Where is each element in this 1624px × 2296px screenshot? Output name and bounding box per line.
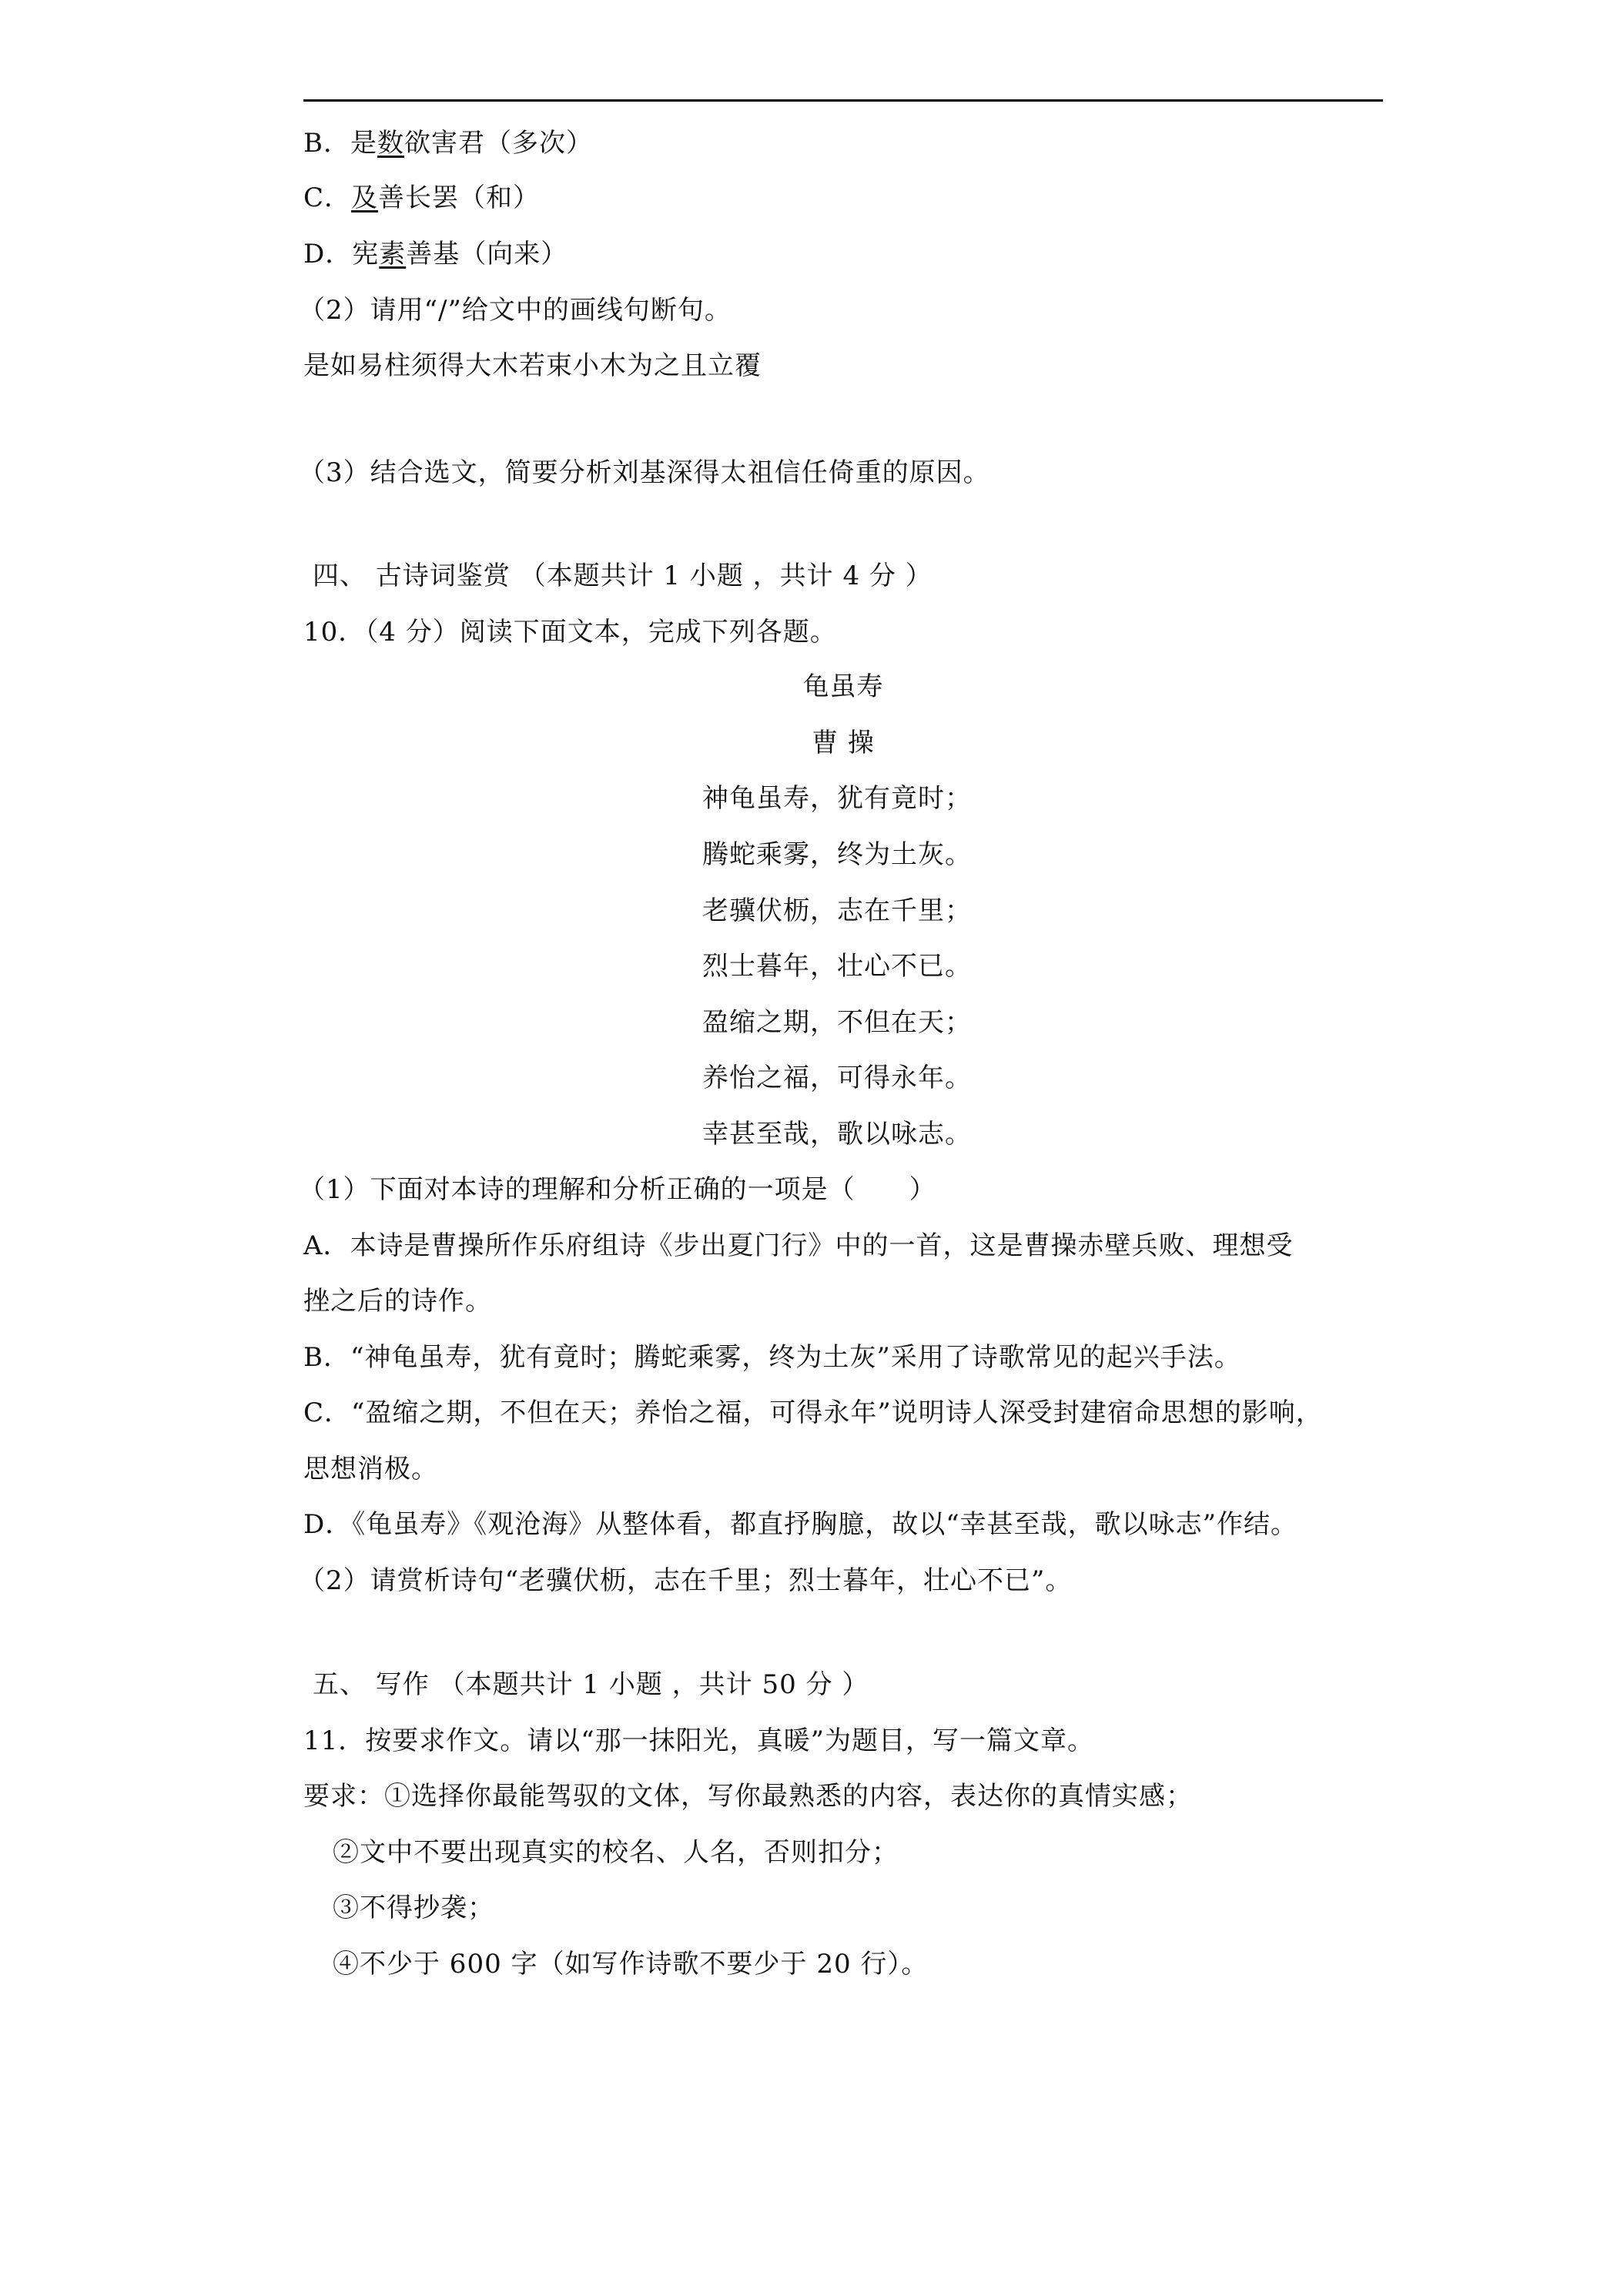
q10-1-prompt: （1）下面对本诗的理解和分析正确的一项是（ ） [299, 1174, 936, 1205]
q9-2-sentence: 是如易柱须得大木若束小木为之且立覆 [303, 350, 762, 381]
option-a-line2: 挫之后的诗作。 [303, 1286, 492, 1317]
poem-author: 曹 操 [812, 728, 875, 758]
q10-2-prompt: （2）请赏析诗句“老骥伏枥，志在千里；烈士暮年，壮心不已”。 [299, 1565, 1073, 1596]
poem-line: 盈缩之期，不但在天； [702, 1007, 972, 1038]
poem-line: 烈士暮年，壮心不已。 [702, 951, 972, 982]
q11-prompt: 11．按要求作文。请以“那一抹阳光，真暖”为题目，写一篇文章。 [303, 1725, 1095, 1756]
choice-d: D．宪素善基（向来） [303, 239, 568, 269]
q11-requirement: ②文中不要出现真实的校名、人名，否则扣分； [333, 1837, 899, 1868]
poem-line: 腾蛇乘雾，终为土灰。 [702, 839, 972, 870]
option-c-line2: 思想消极。 [303, 1454, 438, 1484]
underlined-word: 及 [351, 182, 379, 213]
poem-line: 养怡之福，可得永年。 [702, 1063, 972, 1093]
section-4-header: 四、 古诗词鉴赏 （本题共计 1 小题 ，共计 4 分 ） [313, 561, 933, 591]
q11-requirement: ④不少于 600 字（如写作诗歌不要少于 20 行）。 [333, 1949, 929, 1980]
poem-title: 龟虽寿 [802, 671, 884, 702]
q9-2-prompt: （2）请用“/”给文中的画线句断句。 [299, 295, 732, 326]
choice-c: C．及善长罢（和） [303, 182, 541, 213]
underlined-word: 数 [377, 128, 404, 159]
poem-line: 老骥伏枥，志在千里； [702, 895, 972, 926]
header-rule [303, 99, 1383, 102]
option-d: D．《龟虽寿》《观沧海》从整体看，都直抒胸臆，故以“幸甚至哉，歌以咏志”作结。 [303, 1509, 1298, 1540]
poem-line: 神龟虽寿，犹有竟时； [702, 783, 972, 814]
poem-line: 幸甚至哉，歌以咏志。 [702, 1119, 972, 1150]
underlined-word: 素 [379, 239, 407, 269]
option-c-line1: C．“盈缩之期，不但在天；养怡之福，可得永年”说明诗人深受封建宿命思想的影响， [303, 1397, 1323, 1428]
q10-intro: 10．（4 分）阅读下面文本，完成下列各题。 [303, 617, 837, 648]
choice-b: B．是数欲害君（多次） [303, 128, 593, 159]
section-5-header: 五、 写作 （本题共计 1 小题 ，共计 50 分 ） [313, 1669, 869, 1700]
option-a-line1: A．本诗是曹操所作乐府组诗《步出夏门行》中的一首，这是曹操赤壁兵败、理想受 [303, 1230, 1294, 1261]
option-b: B．“神龟虽寿，犹有竟时；腾蛇乘雾，终为土灰”采用了诗歌常见的起兴手法。 [303, 1342, 1241, 1373]
q11-requirement: 要求：①选择你最能驾驭的文体，写你最熟悉的内容，表达你的真情实感； [303, 1781, 1193, 1812]
q9-3-prompt: （3）结合选文，简要分析刘基深得太祖信任倚重的原因。 [299, 457, 990, 488]
q11-requirement: ③不得抄袭； [333, 1893, 494, 1923]
